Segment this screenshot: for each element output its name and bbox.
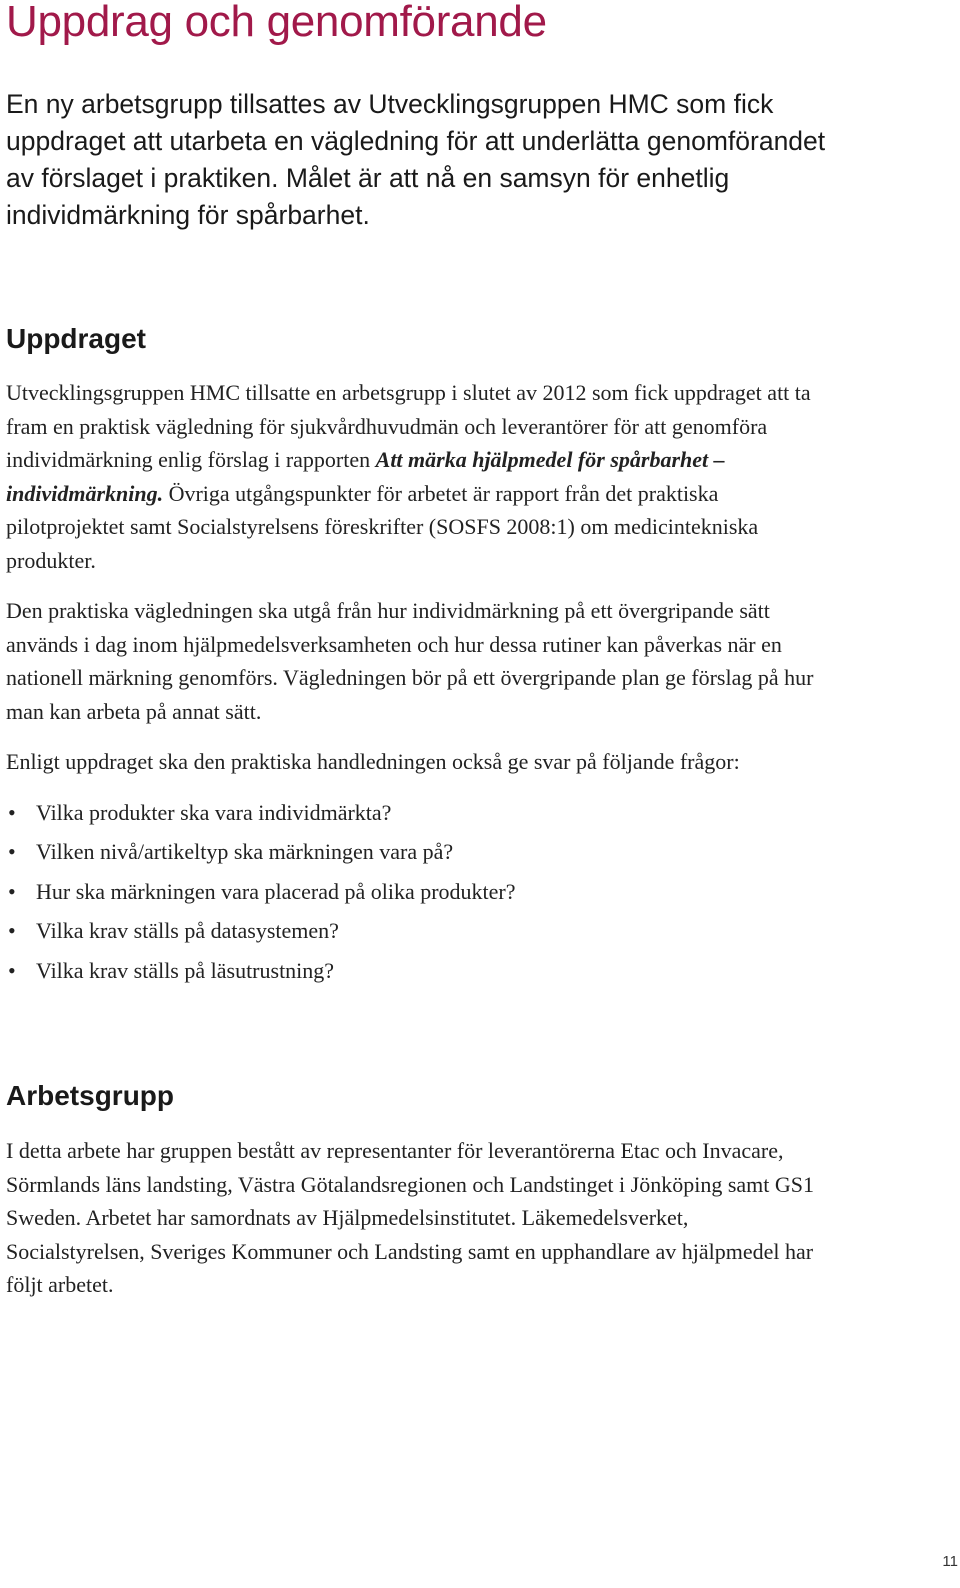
uppdraget-paragraph-1: [6, 376, 826, 577]
page-number: 11: [942, 1553, 958, 1570]
list-item-text: Vilka produkter ska vara individmärkta?: [36, 799, 392, 825]
list-item: [6, 796, 826, 830]
bullet-icon: •: [8, 918, 16, 943]
uppdraget-p1-text-before: Utvecklingsgruppen HMC tillsatte en arbetsgrupp i slutet av 2012 som fick uppdraget att ta fram en praktisk vägledning för sjukvårdhuvudmän och leverantörer för att genomföra individmärkning enlig förslag i rapporten: [6, 380, 811, 472]
heading-arbetsgrupp: Arbetsgrupp: [6, 1080, 174, 1111]
list-item-text: Vilka krav ställs på läsutrustning?: [36, 957, 335, 983]
list-item-text: Vilken nivå/artikeltyp ska märkningen vara på?: [36, 839, 454, 864]
uppdraget-p1-text-after: Övriga utgångspunkter för arbetet är rapport från det praktiska pilotprojektet samt Socialstyrelsens föreskrifter (SOSFS 2008:1) om medicintekniska produkter.: [6, 480, 759, 573]
list-item-text: Hur ska märkningen vara placerad på olika produkter?: [36, 878, 516, 904]
list-item: [6, 875, 826, 909]
heading-uppdraget: Uppdraget: [6, 323, 146, 354]
bullet-icon: •: [8, 839, 16, 864]
uppdraget-paragraph-3: Enligt uppdraget ska den praktiska handledningen också ge svar på följande frågor:: [6, 749, 740, 774]
bullet-icon: •: [8, 957, 16, 983]
section-arbetsgrupp: [6, 1134, 826, 1319]
list-item-text: Vilka krav ställs på datasystemen?: [36, 918, 339, 943]
list-item: [6, 835, 826, 869]
uppdraget-paragraph-2: Den praktiska vägledningen ska utgå från hur individmärkning på ett övergripande sätt används i dag inom hjälpmedelsverksamheten och hur dessa rutiner kan påverkas när en nationell märkning genomförs. Vägledningen bör på ett övergripande plan ge förslag på hur man kan arbeta på annat sätt.: [6, 598, 814, 724]
bullet-icon: •: [8, 878, 16, 904]
section-uppdraget: [6, 376, 826, 993]
bullet-icon: •: [8, 799, 16, 825]
question-list: [6, 796, 826, 988]
report-title-emphasis: Att märka hjälpmedel för spårbarhet – individmärkning.: [6, 447, 725, 506]
lead-paragraph: En ny arbetsgrupp tillsattes av Utvecklingsgruppen HMC som fick uppdraget att utarbeta en vägledning för att underlätta genomförandet av förslaget i praktiken. Målet är att nå en samsyn för enhetlig individmärkning för spårbarhet.: [6, 89, 826, 230]
page-title: Uppdrag och genomförande: [6, 0, 547, 46]
list-item: [6, 914, 826, 948]
arbetsgrupp-paragraph-1: I detta arbete har gruppen bestått av representanter för leverantörerna Etac och Invacare, Sörmlands läns landsting, Västra Götalandsregionen och Landstinget i Jönköping samt GS1 Sweden. Arbetet har samordnats av Hjälpmedelsinstitutet. Läkemedelsverket, Socialstyrelsen, Sveriges Kommuner och Landsting samt en upphandlare av hjälpmedel har följt arbetet.: [6, 1138, 814, 1297]
list-item: [6, 954, 826, 988]
